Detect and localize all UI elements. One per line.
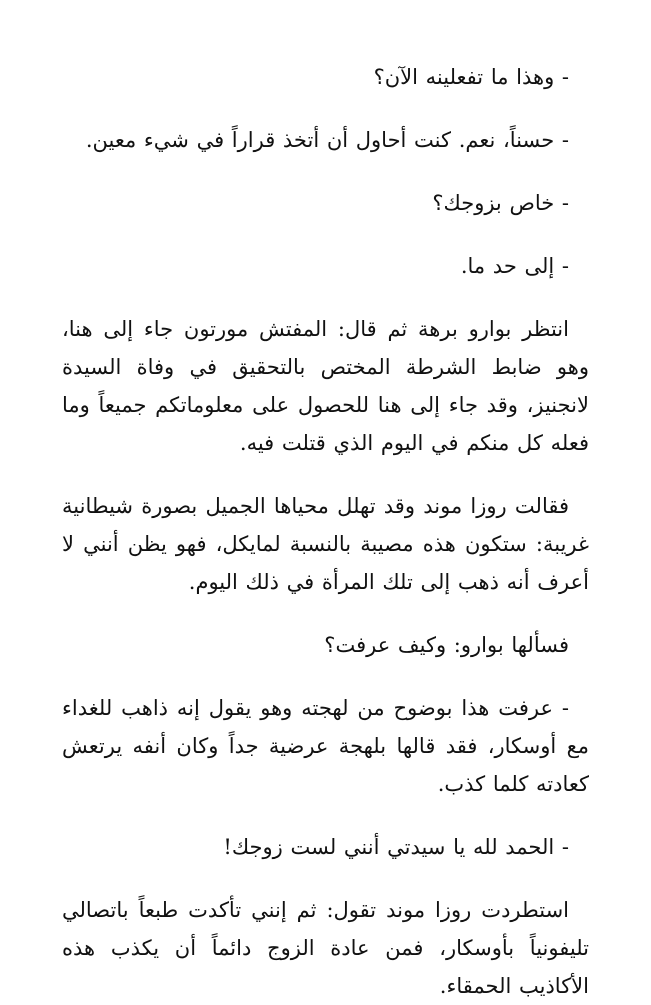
paragraph-7: فسألها بوارو: وكيف عرفت؟ (324, 633, 569, 657)
paragraph-4: - إلى حد ما. (460, 254, 569, 278)
paragraph-9: - الحمد لله يا سيدتي أنني لست زوجك! (223, 835, 569, 859)
paragraph-10: استطردت روزا موند تقول: ثم إنني تأكدت طبعاً باتصالي تليفونياً بأوسكار، فمن عادة الزوج دائماً أن يكذب هذه الأكاذيب الحمقاء. (62, 898, 589, 998)
paragraph-5: انتظر بوارو برهة ثم قال: المفتش مورتون جاء إلى هنا، وهو ضابط الشرطة المختص بالتحقيق في وفاة السيدة لانجنيز، وقد جاء إلى هنا للحصول على معلوماتكم جميعاً وما فعله كل منكم في اليوم الذي قتلت فيه. (62, 317, 589, 455)
paragraph-2: - حسناً، نعم. كنت أحاول أن أتخذ قراراً في شيء معين. (85, 128, 569, 152)
paragraph-8: - عرفت هذا بوضوح من لهجته وهو يقول إنه ذاهب للغداء مع أوسكار، فقد قالها بلهجة عرضية جداً وكان أنفه يرتعش كعادته كلما كذب. (62, 696, 589, 796)
paragraph-1: - وهذا ما تفعلينه الآن؟ (373, 65, 569, 89)
paragraph-6: فقالت روزا موند وقد تهلل محياها الجميل بصورة شيطانية غريبة: ستكون هذه مصيبة بالنسبة لمايكل، فهو يظن أنني لا أعرف أنه ذهب إلى تلك المرأة في ذلك اليوم. (62, 494, 589, 594)
paragraph-3: - خاص بزوجك؟ (432, 191, 569, 215)
